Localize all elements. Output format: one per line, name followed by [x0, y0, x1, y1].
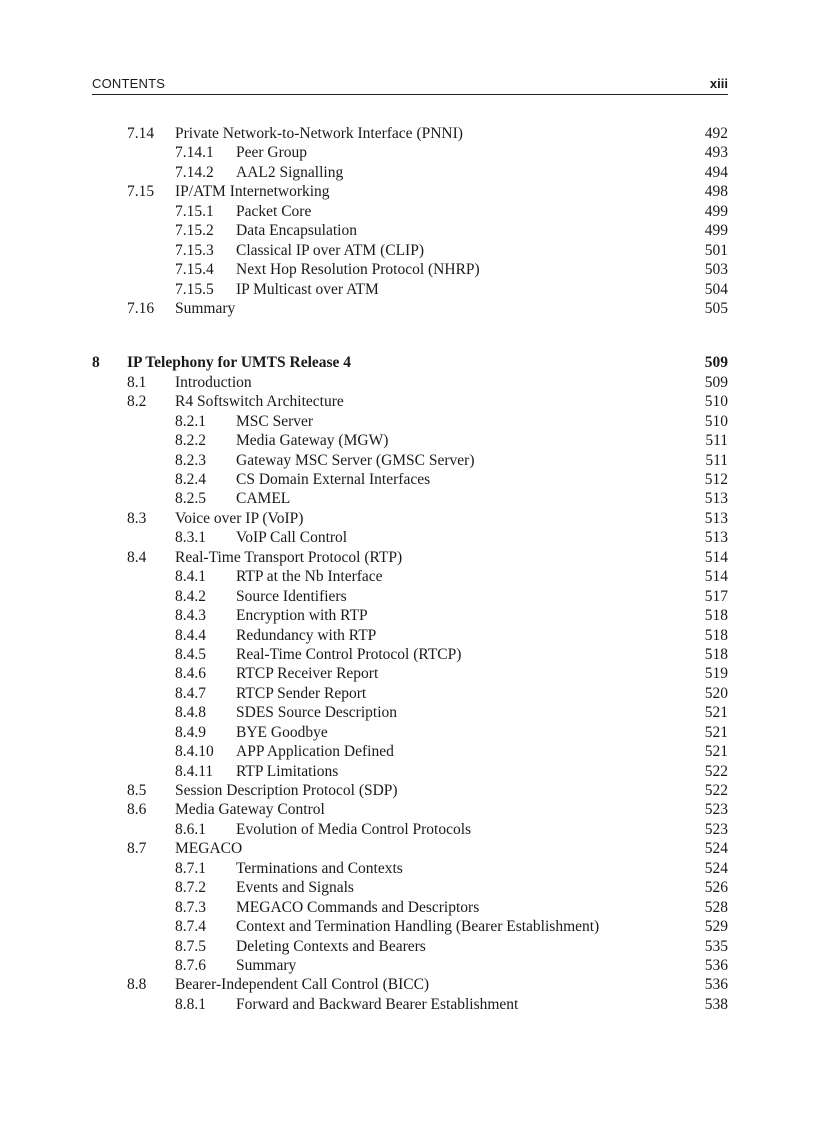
toc-entry-page: 512 [704, 471, 728, 488]
toc-entry-title: Session Description Protocol (SDP) [175, 782, 398, 799]
toc-entry-title: RTP at the Nb Interface [236, 568, 383, 586]
toc-entry-number: 8.8 [127, 976, 147, 994]
toc-subsection-entry[interactable] [0, 859, 816, 878]
toc-section-entry[interactable] [0, 509, 816, 528]
toc-section-entry[interactable] [0, 781, 816, 800]
toc-entry-number: 8.4.4 [175, 626, 206, 644]
toc-entry-page: 511 [705, 432, 728, 450]
toc-subsection-entry[interactable] [0, 606, 816, 625]
toc-section-entry[interactable] [0, 839, 816, 858]
toc-subsection-entry[interactable] [0, 762, 816, 781]
running-header [92, 76, 728, 95]
toc-entry-title: MEGACO [175, 840, 243, 858]
toc-entry-title: CS Domain External Interfaces [236, 471, 431, 488]
toc-subsection-entry[interactable] [0, 937, 816, 956]
toc-entry-page: 514 [704, 548, 728, 566]
toc-entry-number: 7.15.4 [175, 261, 214, 279]
toc-entry-page: 517 [704, 587, 728, 605]
toc-entry-page: 518 [704, 645, 728, 663]
toc-entry-title: Forward and Backward Bearer Establishment [236, 995, 519, 1013]
toc-subsection-entry[interactable] [0, 684, 816, 703]
toc-entry-page: 521 [704, 743, 728, 761]
toc-subsection-entry[interactable] [0, 898, 816, 917]
toc-subsection-entry[interactable] [0, 431, 816, 450]
toc-section-entry[interactable] [0, 182, 816, 201]
toc-entry-page: 513 [704, 509, 728, 527]
toc-entry-number: 8.7.6 [175, 956, 206, 974]
toc-entry-number: 7.15 [127, 183, 155, 201]
toc-subsection-entry[interactable] [0, 917, 816, 936]
toc-entry-page: 513 [704, 490, 728, 508]
header-page-number: xiii [709, 76, 728, 91]
toc-entry-number: 7.14.2 [175, 163, 214, 181]
toc-entry-number: 8.4.1 [175, 568, 206, 586]
toc-entry-title: Context and Termination Handling (Bearer Establishment) [236, 918, 600, 936]
toc-entry-number: 8.7.3 [175, 898, 206, 916]
toc-entry-title: Introduction [175, 373, 252, 391]
toc-entry-number: 8 [92, 354, 100, 372]
toc-entry-title: Source Identifiers [236, 587, 347, 605]
toc-entry-title: Voice over IP (VoIP) [175, 509, 304, 527]
toc-entry-title: RTP Limitations [236, 762, 339, 780]
toc-section-entry[interactable] [0, 800, 816, 819]
toc-entry-title: Real-Time Transport Protocol (RTP) [175, 548, 403, 566]
toc-entry-page: 536 [704, 976, 728, 994]
toc-entry-number: 8.2.1 [175, 412, 206, 430]
toc-entry-page: 520 [704, 684, 728, 702]
toc-entry-title: IP Multicast over ATM [236, 280, 379, 298]
toc-entry-page: 524 [704, 840, 728, 858]
toc-entry-title: Deleting Contexts and Bearers [236, 937, 426, 955]
toc-entry-title: Next Hop Resolution Protocol (NHRP) [236, 261, 480, 279]
toc-entry-page: 494 [704, 163, 728, 181]
toc-entry-page: 528 [704, 898, 728, 916]
toc-entry-number: 8.7.2 [175, 879, 206, 897]
toc-entry-title: VoIP Call Control [236, 529, 348, 547]
toc-entry-number: 7.15.1 [175, 202, 214, 220]
toc-entry-page: 493 [704, 144, 728, 162]
toc-entry-title: Classical IP over ATM (CLIP) [236, 241, 424, 259]
toc-subsection-entry[interactable] [0, 703, 816, 722]
toc-entry-page: 513 [704, 529, 728, 547]
toc-section-entry[interactable] [0, 299, 816, 318]
toc-entry-number: 7.16 [127, 299, 155, 317]
toc-entry-number: 8.7.4 [175, 918, 206, 936]
toc-subsection-entry[interactable] [0, 723, 816, 742]
toc-section-entry[interactable] [0, 373, 816, 392]
toc-subsection-entry[interactable] [0, 956, 816, 975]
toc-entry-page: 504 [704, 280, 728, 298]
toc-entry-number: 8.4.3 [175, 607, 206, 625]
toc-entry-title: Media Gateway (MGW) [236, 432, 389, 450]
toc-entry-number: 8.8.1 [175, 995, 206, 1013]
section-gap [0, 318, 816, 353]
toc-subsection-entry[interactable] [0, 163, 816, 182]
toc-entry-title: Redundancy with RTP [236, 626, 377, 644]
toc-entry-number: 8.1 [127, 373, 147, 391]
toc-entry-title: MSC Server [236, 412, 314, 430]
toc-entry-title: R4 Softswitch Architecture [175, 393, 344, 411]
toc-subsection-entry[interactable] [0, 995, 816, 1014]
toc-entry-title: Summary [236, 956, 297, 974]
toc-chapter-entry[interactable] [0, 353, 816, 372]
table-of-contents [0, 124, 816, 1014]
toc-entry-title: Packet Core [236, 202, 312, 220]
toc-entry-number: 8.3.1 [175, 529, 206, 547]
toc-entry-number: 8.2 [127, 393, 147, 411]
toc-subsection-entry[interactable] [0, 645, 816, 664]
toc-entry-page: 521 [704, 704, 728, 722]
toc-subsection-entry[interactable] [0, 528, 816, 547]
toc-entry-page: 509 [704, 373, 728, 391]
toc-entry-number: 8.4 [127, 548, 147, 566]
toc-entry-number: 8.4.11 [175, 762, 214, 780]
toc-subsection-entry[interactable] [0, 202, 816, 221]
toc-section-entry[interactable] [0, 975, 816, 994]
toc-entry-number: 8.2.4 [175, 471, 206, 488]
toc-entry-number: 8.5 [127, 782, 147, 799]
toc-entry-page: 505 [704, 299, 728, 317]
toc-subsection-entry[interactable] [0, 412, 816, 431]
toc-entry-page: 498 [704, 183, 728, 201]
toc-entry-title: Encryption with RTP [236, 607, 368, 625]
toc-subsection-entry[interactable] [0, 489, 816, 508]
toc-entry-title: Media Gateway Control [175, 801, 325, 819]
toc-entry-page: 519 [704, 665, 728, 683]
toc-entry-page: 509 [704, 354, 728, 372]
toc-entry-number: 7.15.3 [175, 241, 214, 259]
toc-entry-number: 8.4.10 [175, 743, 214, 761]
toc-entry-page: 514 [704, 568, 728, 586]
toc-entry-page: 511 [705, 451, 728, 469]
toc-subsection-entry[interactable] [0, 587, 816, 606]
toc-subsection-entry[interactable] [0, 664, 816, 683]
toc-subsection-entry[interactable] [0, 241, 816, 260]
toc-entry-title: CAMEL [236, 490, 291, 508]
toc-entry-title: Data Encapsulation [236, 222, 357, 240]
toc-subsection-entry[interactable] [0, 470, 816, 489]
toc-subsection-entry[interactable] [0, 626, 816, 645]
toc-entry-page: 523 [704, 820, 728, 838]
toc-subsection-entry[interactable] [0, 280, 816, 299]
toc-subsection-entry[interactable] [0, 820, 816, 839]
toc-subsection-entry[interactable] [0, 742, 816, 761]
toc-entry-page: 503 [704, 261, 728, 279]
toc-entry-page: 499 [704, 222, 728, 240]
toc-subsection-entry[interactable] [0, 567, 816, 586]
toc-entry-title: APP Application Defined [236, 743, 394, 761]
toc-entry-number: 8.6 [127, 801, 147, 819]
toc-entry-title: Events and Signals [236, 879, 354, 897]
toc-entry-title: RTCP Receiver Report [236, 665, 379, 683]
toc-entry-page: 535 [704, 937, 728, 955]
toc-entry-number: 8.7.1 [175, 859, 206, 877]
toc-entry-title: Peer Group [236, 144, 308, 162]
toc-entry-title: SDES Source Description [236, 704, 398, 722]
toc-entry-title: RTCP Sender Report [236, 684, 367, 702]
toc-entry-page: 510 [704, 393, 728, 411]
toc-entry-number: 8.4.5 [175, 645, 206, 663]
toc-entry-page: 518 [704, 607, 728, 625]
toc-entry-number: 8.2.3 [175, 451, 206, 469]
toc-entry-page: 518 [704, 626, 728, 644]
toc-entry-title: Private Network-to-Network Interface (PNNI) [175, 125, 463, 142]
toc-entry-number: 8.4.8 [175, 704, 206, 722]
toc-subsection-entry[interactable] [0, 143, 816, 162]
toc-entry-page: 524 [704, 859, 728, 877]
toc-section-entry[interactable] [0, 548, 816, 567]
toc-entry-page: 501 [704, 241, 728, 259]
toc-entry-number: 8.4.9 [175, 723, 206, 741]
toc-subsection-entry[interactable] [0, 878, 816, 897]
toc-entry-page: 538 [704, 995, 728, 1013]
toc-entry-page: 499 [704, 202, 728, 220]
toc-entry-number: 7.15.2 [175, 222, 214, 240]
toc-entry-title: AAL2 Signalling [236, 163, 344, 181]
toc-entry-number: 8.2.5 [175, 490, 206, 508]
toc-subsection-entry[interactable] [0, 221, 816, 240]
toc-entry-title: IP/ATM Internetworking [175, 183, 330, 201]
toc-entry-number: 7.15.5 [175, 280, 214, 298]
toc-entry-number: 8.4.2 [175, 587, 206, 605]
toc-entry-title: Terminations and Contexts [236, 859, 403, 877]
toc-entry-number: 8.7.5 [175, 937, 206, 955]
header-section-title: CONTENTS [92, 76, 166, 91]
toc-entry-title: Gateway MSC Server (GMSC Server) [236, 451, 475, 469]
toc-subsection-entry[interactable] [0, 451, 816, 470]
toc-entry-title: Bearer-Independent Call Control (BICC) [175, 976, 430, 994]
toc-entry-page: 492 [704, 125, 728, 142]
toc-entry-page: 521 [704, 723, 728, 741]
toc-entry-page: 526 [704, 879, 728, 897]
toc-entry-page: 510 [704, 412, 728, 430]
toc-entry-number: 8.4.7 [175, 684, 206, 702]
toc-entry-number: 7.14.1 [175, 144, 214, 162]
toc-section-entry[interactable] [0, 124, 816, 143]
toc-entry-number: 8.6.1 [175, 820, 206, 838]
toc-entry-page: 522 [704, 762, 728, 780]
toc-entry-page: 529 [704, 918, 728, 936]
toc-entry-page: 522 [704, 782, 728, 799]
toc-entry-title: BYE Goodbye [236, 723, 328, 741]
toc-entry-title: Summary [175, 299, 236, 317]
toc-entry-number: 8.7 [127, 840, 147, 858]
toc-entry-page: 523 [704, 801, 728, 819]
toc-section-entry[interactable] [0, 392, 816, 411]
toc-entry-title: IP Telephony for UMTS Release 4 [127, 354, 352, 372]
toc-entry-number: 8.3 [127, 509, 147, 527]
toc-entry-title: MEGACO Commands and Descriptors [236, 898, 480, 916]
toc-subsection-entry[interactable] [0, 260, 816, 279]
toc-entry-page: 536 [704, 956, 728, 974]
toc-entry-title: Evolution of Media Control Protocols [236, 820, 472, 838]
toc-entry-number: 8.2.2 [175, 432, 206, 450]
toc-entry-number: 7.14 [127, 125, 155, 142]
toc-entry-number: 8.4.6 [175, 665, 206, 683]
toc-entry-title: Real-Time Control Protocol (RTCP) [236, 645, 462, 663]
